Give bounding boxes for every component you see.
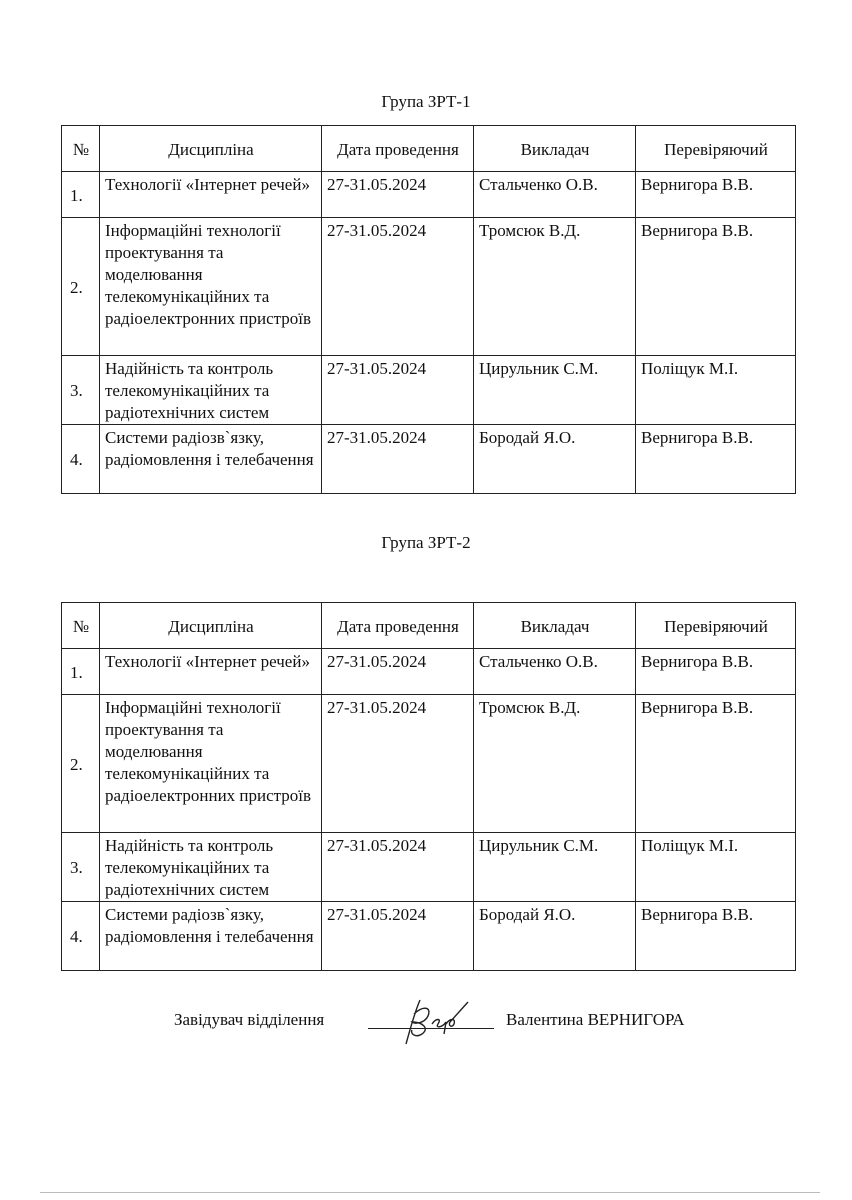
header-num: № [62, 603, 100, 649]
row-teacher: Стальченко О.В. [474, 172, 636, 218]
row-checker: Вернигора В.В. [636, 902, 796, 971]
header-num: № [62, 126, 100, 172]
header-teacher: Викладач [474, 603, 636, 649]
row-teacher: Стальченко О.В. [474, 649, 636, 695]
table-row [62, 218, 796, 356]
row-num: 2. [62, 695, 100, 833]
table-header-row [62, 126, 796, 172]
row-num: 1. [62, 172, 100, 218]
row-checker: Вернигора В.В. [636, 218, 796, 356]
page-edge-line [40, 1192, 820, 1193]
table-row [62, 902, 796, 971]
table-row [62, 649, 796, 695]
table-row [62, 833, 796, 902]
row-num: 3. [62, 356, 100, 425]
row-teacher: Бородай Я.О. [474, 902, 636, 971]
header-checker: Перевіряючий [636, 603, 796, 649]
row-num: 3. [62, 833, 100, 902]
row-date: 27-31.05.2024 [322, 902, 474, 971]
header-discipline: Дисципліна [100, 603, 322, 649]
row-discipline: Технології «Інтернет речей» [100, 649, 322, 695]
row-num: 2. [62, 218, 100, 356]
group-title: Група ЗРТ-2 [381, 533, 471, 552]
row-checker: Вернигора В.В. [636, 172, 796, 218]
schedule-table-group-2 [61, 602, 796, 971]
row-checker: Вернигора В.В. [636, 425, 796, 494]
row-date: 27-31.05.2024 [322, 695, 474, 833]
row-teacher: Цирульник С.М. [474, 356, 636, 425]
row-teacher: Бородай Я.О. [474, 425, 636, 494]
table-row [62, 356, 796, 425]
signature-name: Валентина ВЕРНИГОРА [506, 1010, 685, 1029]
row-discipline: Інформаційні технології проектування та моделювання телекомунікаційних та радіоелектронних пристроїв [100, 695, 322, 833]
signature-position: Завідувач відділення [174, 1010, 325, 1029]
row-date: 27-31.05.2024 [322, 218, 474, 356]
header-date: Дата проведення [322, 603, 474, 649]
row-date: 27-31.05.2024 [322, 172, 474, 218]
group-title: Група ЗРТ-1 [381, 92, 471, 111]
row-discipline: Технології «Інтернет речей» [100, 172, 322, 218]
handwritten-signature [392, 994, 492, 1048]
row-teacher: Тромсюк В.Д. [474, 218, 636, 356]
row-date: 27-31.05.2024 [322, 649, 474, 695]
header-checker: Перевіряючий [636, 126, 796, 172]
table-row [62, 425, 796, 494]
row-num: 4. [62, 425, 100, 494]
row-teacher: Тромсюк В.Д. [474, 695, 636, 833]
row-discipline: Інформаційні технології проектування та моделювання телекомунікаційних та радіоелектронних пристроїв [100, 218, 322, 356]
row-num: 1. [62, 649, 100, 695]
row-checker: Вернигора В.В. [636, 695, 796, 833]
header-teacher: Викладач [474, 126, 636, 172]
row-date: 27-31.05.2024 [322, 425, 474, 494]
row-num: 4. [62, 902, 100, 971]
row-checker: Поліщук М.І. [636, 833, 796, 902]
row-checker: Поліщук М.І. [636, 356, 796, 425]
table-header-row [62, 603, 796, 649]
row-discipline: Надійність та контроль телекомунікаційних та радіотехнічних систем [100, 833, 322, 902]
row-discipline: Системи радіозв`язку, радіомовлення і телебачення [100, 902, 322, 971]
schedule-table-group-1 [61, 125, 796, 494]
row-date: 27-31.05.2024 [322, 833, 474, 902]
row-checker: Вернигора В.В. [636, 649, 796, 695]
row-date: 27-31.05.2024 [322, 356, 474, 425]
table-row [62, 695, 796, 833]
row-discipline: Надійність та контроль телекомунікаційних та радіотехнічних систем [100, 356, 322, 425]
table-row [62, 172, 796, 218]
header-date: Дата проведення [322, 126, 474, 172]
row-discipline: Системи радіозв`язку, радіомовлення і телебачення [100, 425, 322, 494]
row-teacher: Цирульник С.М. [474, 833, 636, 902]
header-discipline: Дисципліна [100, 126, 322, 172]
